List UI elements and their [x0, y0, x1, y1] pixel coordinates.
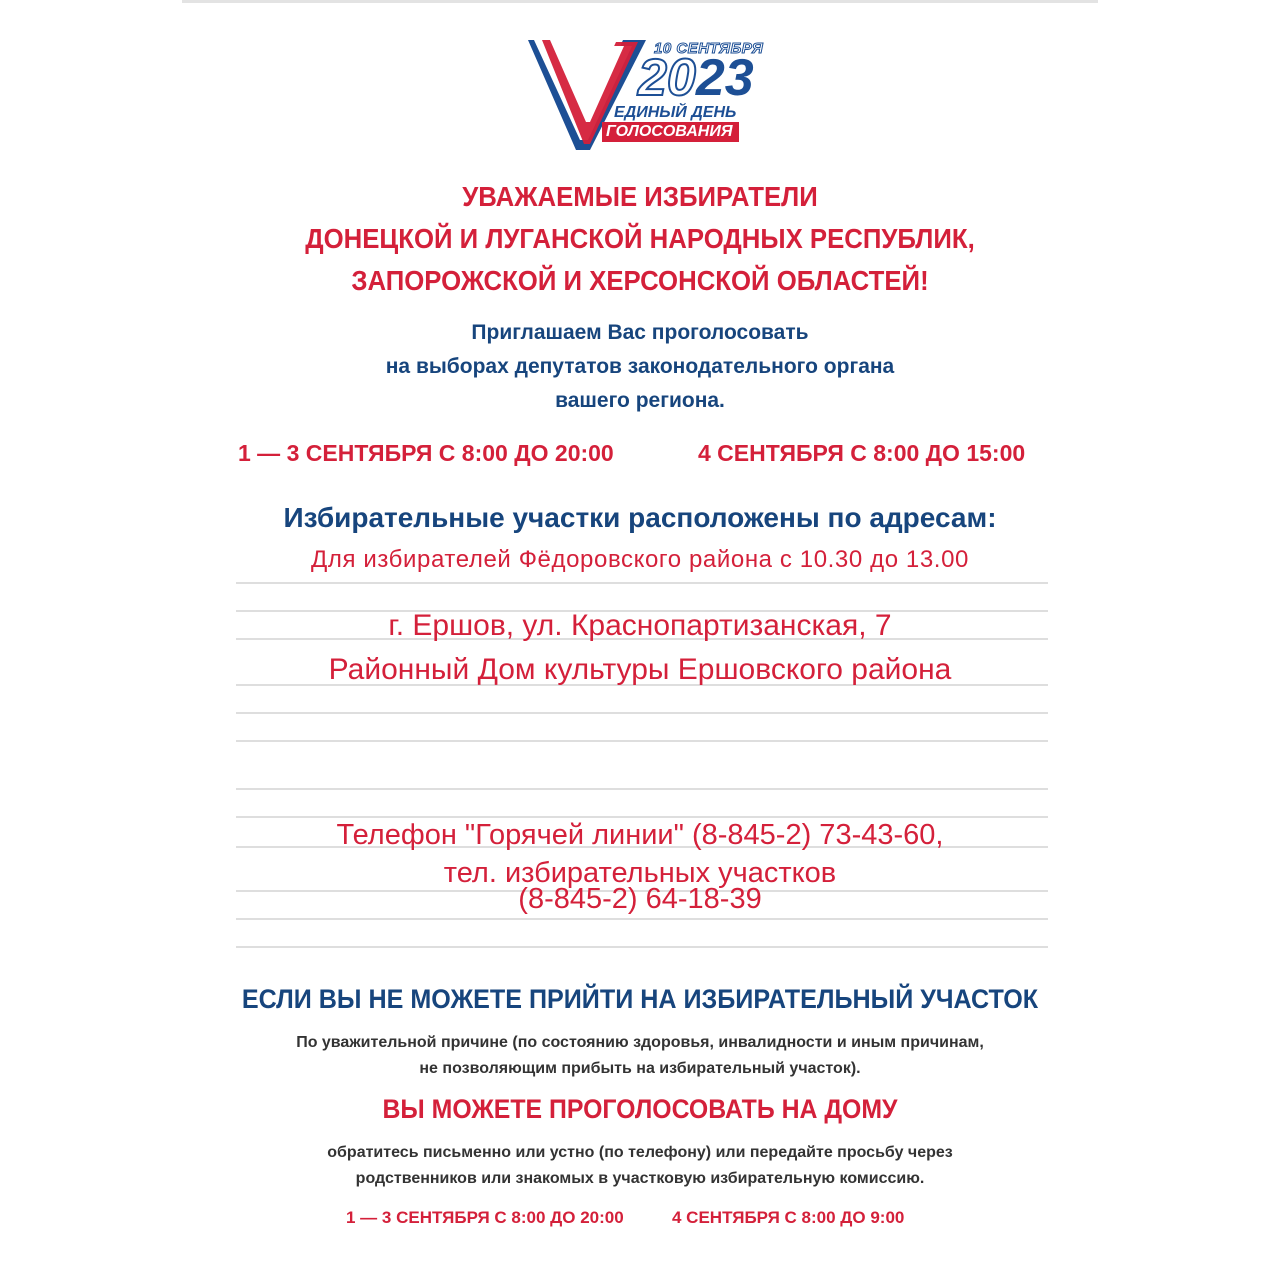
- invite-line-2: на выборах депутатов законодательного органа: [385, 355, 895, 378]
- form-line: [236, 712, 1048, 714]
- headline: [51, 176, 1229, 302]
- cannot-come-line-2: не позволяющим прибыть на избирательный участок).: [419, 1060, 861, 1077]
- headline-line-3: ЗАПОРОЖСКОЙ И ХЕРСОНСКОЙ ОБЛАСТЕЙ!: [351, 265, 929, 296]
- cannot-come-text: [0, 1030, 1280, 1082]
- address-street: г. Ершов, ул. Краснопартизанская, 7: [388, 609, 892, 642]
- polling-stations-heading: Избирательные участки расположены по адресам:: [283, 502, 997, 533]
- form-line: [236, 582, 1048, 584]
- home-vote-dates-1-3: 1 — 3 СЕНТЯБРЯ С 8:00 ДО 20:00: [346, 1208, 624, 1227]
- headline-line-1: УВАЖАЕМЫЕ ИЗБИРАТЕЛИ: [462, 181, 818, 212]
- polling-stations-note: Для избирателей Фёдоровского района с 10.30 до 13.00: [311, 546, 969, 573]
- top-divider: [182, 0, 1098, 3]
- home-vote-line-1: обратитесь письменно или устно (по телефону) или передайте просьбу через: [327, 1144, 953, 1161]
- logo-caption-1: ЕДИНЫЙ ДЕНЬ: [614, 104, 737, 121]
- stations-phone-number: (8-845-2) 64-18-39: [518, 883, 762, 915]
- voting-dates-1-3: 1 — 3 СЕНТЯБРЯ С 8:00 ДО 20:00: [238, 440, 614, 466]
- home-vote-heading: ВЫ МОЖЕТЕ ПРОГОЛОСОВАТЬ НА ДОМУ: [382, 1094, 898, 1124]
- invite-line-1: Приглашаем Вас проголосовать: [471, 321, 809, 344]
- logo-caption-2: ГОЛОСОВАНИЯ: [602, 122, 739, 142]
- invitation-text: [0, 316, 1280, 418]
- cannot-come-heading: ЕСЛИ ВЫ НЕ МОЖЕТЕ ПРИЙТИ НА ИЗБИРАТЕЛЬНЫЙ УЧАСТОК: [241, 984, 1039, 1014]
- form-line: [236, 946, 1048, 948]
- home-vote-line-2: родственников или знакомых в участковую избирательную комиссию.: [355, 1170, 925, 1187]
- form-line: [236, 788, 1048, 790]
- address-venue: Районный Дом культуры Ершовского района: [328, 653, 952, 686]
- hotline-phones: [0, 816, 1280, 915]
- stations-phone-label: тел. избирательных участков: [443, 857, 837, 889]
- headline-line-2: ДОНЕЦКОЙ И ЛУГАНСКОЙ НАРОДНЫХ РЕСПУБЛИК,: [305, 223, 975, 254]
- form-line: [236, 740, 1048, 742]
- logo-year: 2023: [638, 49, 754, 107]
- logo-date: 10 СЕНТЯБРЯ: [654, 40, 764, 57]
- election-logo: [528, 40, 778, 150]
- polling-station-address: [0, 604, 1280, 692]
- invite-line-3: вашего региона.: [555, 389, 725, 412]
- home-vote-dates-4: 4 СЕНТЯБРЯ С 8:00 ДО 9:00: [672, 1208, 905, 1227]
- form-line: [236, 918, 1048, 920]
- voting-dates-4: 4 СЕНТЯБРЯ С 8:00 ДО 15:00: [698, 440, 1026, 466]
- home-vote-text: [0, 1140, 1280, 1192]
- cannot-come-line-1: По уважительной причине (по состоянию здоровья, инвалидности и иным причинам,: [296, 1034, 984, 1051]
- hotline-phone: Телефон "Горячей линии" (8-845-2) 73-43-60,: [336, 819, 944, 851]
